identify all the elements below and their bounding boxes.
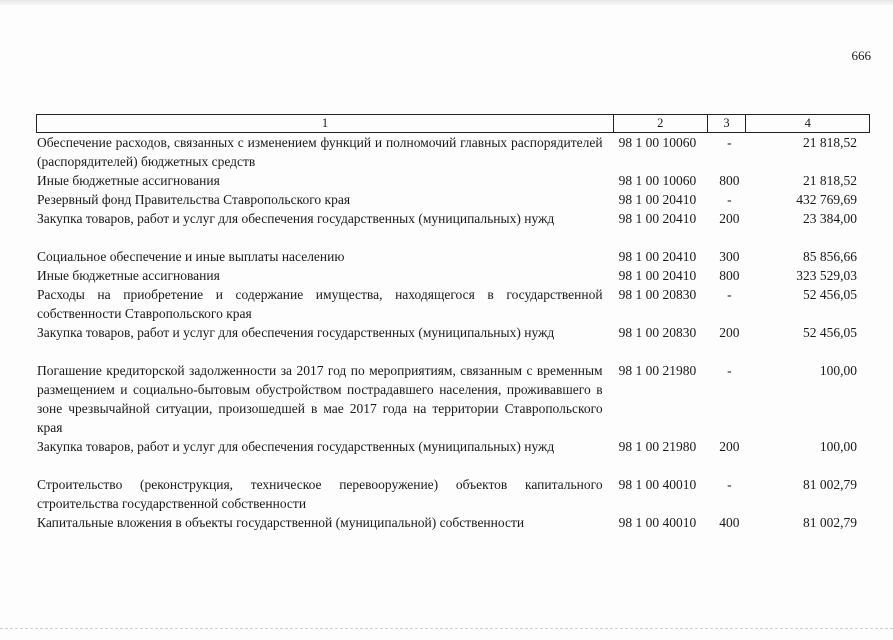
row-type: 200	[719, 211, 740, 226]
row-amount: 21 818,52	[803, 135, 857, 150]
row-amount: 85 856,66	[803, 249, 857, 264]
row-code: 98 1 00 20830	[618, 287, 697, 302]
row-amount: 323 529,03	[796, 268, 857, 283]
table-row	[37, 266, 869, 285]
row-name: Расходы на приобретение и содержание имущества, находящегося в государственной собственности Ставропольского края	[37, 287, 603, 321]
row-name: Закупка товаров, работ и услуг для обеспечения государственных (муниципальных) нужд	[37, 211, 555, 226]
page-number: 666	[851, 48, 871, 63]
row-type: -	[727, 135, 732, 150]
row-name: Закупка товаров, работ и услуг для обеспечения государственных (муниципальных) нужд	[37, 325, 555, 340]
row-code: 98 1 00 21980	[618, 363, 697, 378]
table-row	[37, 513, 869, 532]
row-amount: 52 456,05	[803, 325, 857, 340]
row-name: Социальное обеспечение и иные выплаты населению	[37, 249, 345, 264]
row-amount: 52 456,05	[803, 287, 857, 302]
row-type: -	[727, 287, 732, 302]
table-row	[37, 209, 869, 228]
row-type: -	[727, 363, 732, 378]
row-name: Резервный фонд Правительства Ставропольского края	[37, 192, 351, 207]
header-col-3: 3	[708, 115, 747, 132]
row-code: 98 1 00 20410	[618, 249, 697, 264]
row-type: 300	[719, 249, 740, 264]
row-type: 400	[719, 515, 740, 530]
row-type: -	[727, 477, 732, 492]
table-row	[37, 285, 869, 323]
row-amount: 100,00	[819, 363, 857, 378]
row-type: -	[727, 192, 732, 207]
row-name: Строительство (реконструкция, техническое перевооружение) объектов капитального строительства государственной собственности	[37, 477, 603, 511]
scan-edge-top	[0, 0, 893, 6]
row-code: 98 1 00 20830	[618, 325, 697, 340]
row-code: 98 1 00 10060	[618, 135, 697, 150]
table-row	[37, 361, 869, 437]
row-type: 200	[719, 439, 740, 454]
table-row	[37, 247, 869, 266]
table-row	[37, 133, 869, 171]
row-name: Иные бюджетные ассигнования	[37, 268, 220, 283]
row-amount: 21 818,52	[803, 173, 857, 188]
header-col-2: 2	[614, 115, 708, 132]
row-amount: 432 769,69	[796, 192, 857, 207]
row-amount: 81 002,79	[803, 515, 857, 530]
table-row	[37, 475, 869, 513]
row-amount: 23 384,00	[803, 211, 857, 226]
table-body	[37, 133, 869, 532]
scan-edge-bottom	[0, 628, 893, 633]
row-code: 98 1 00 40010	[618, 515, 697, 530]
table-row	[37, 323, 869, 342]
table-row	[37, 171, 869, 190]
row-name: Капитальные вложения в объекты государственной (муниципальной) собственности	[37, 515, 525, 530]
table-row	[37, 437, 869, 456]
row-code: 98 1 00 21980	[618, 439, 697, 454]
row-amount: 100,00	[819, 439, 857, 454]
row-name: Погашение кредиторской задолженности за 2017 год по мероприятиям, связанным с временным размещением и социально-бытовым обустройством пострадавшего населения, проживавшего в зоне чрезвычайной ситуации, произошедшей в мае 2017 года на территории Ставропольского края	[37, 363, 603, 435]
row-type: 200	[719, 325, 740, 340]
table-row	[37, 190, 869, 209]
table-header	[36, 114, 870, 133]
row-code: 98 1 00 40010	[618, 477, 697, 492]
row-code: 98 1 00 20410	[618, 192, 697, 207]
header-col-1: 1	[37, 115, 614, 132]
row-type: 800	[719, 268, 740, 283]
header-col-4: 4	[804, 116, 811, 130]
row-code: 98 1 00 10060	[618, 173, 697, 188]
row-type: 800	[719, 173, 740, 188]
row-amount: 81 002,79	[803, 477, 857, 492]
row-code: 98 1 00 20410	[618, 268, 697, 283]
row-code: 98 1 00 20410	[618, 211, 697, 226]
row-name: Обеспечение расходов, связанных с изменением функций и полномочий главных распорядителей (распорядителей) бюджетных средств	[37, 135, 603, 169]
row-name: Закупка товаров, работ и услуг для обеспечения государственных (муниципальных) нужд	[37, 439, 555, 454]
row-name: Иные бюджетные ассигнования	[37, 173, 220, 188]
